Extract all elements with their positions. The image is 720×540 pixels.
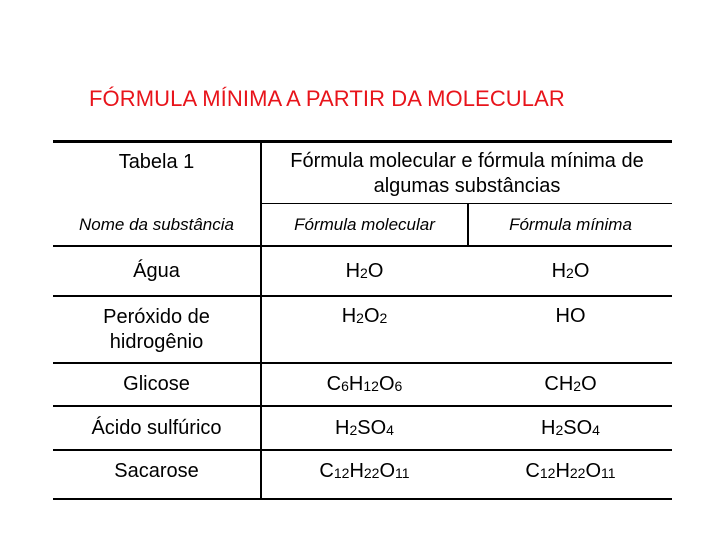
element-symbol: H bbox=[541, 416, 556, 439]
element-symbol: C bbox=[326, 373, 342, 395]
element-symbol: H bbox=[551, 259, 567, 282]
atom-count: 2 bbox=[566, 264, 574, 281]
formula-text bbox=[319, 459, 409, 484]
element-symbol: SO bbox=[357, 416, 387, 439]
formula-text bbox=[544, 372, 596, 397]
element-symbol: O bbox=[573, 259, 590, 282]
element-symbol: H bbox=[335, 416, 350, 439]
column-header-minimal-text: Fórmula mínima bbox=[509, 214, 632, 234]
element-symbol: SO bbox=[563, 416, 593, 439]
atom-count: 2 bbox=[573, 378, 582, 394]
atom-count: 2 bbox=[356, 309, 364, 326]
formula-text bbox=[335, 416, 394, 441]
molecular-formula bbox=[262, 300, 467, 332]
column-header-molecular bbox=[262, 204, 467, 245]
formula-text bbox=[525, 459, 615, 484]
minimal-formula bbox=[469, 247, 672, 295]
minimal-formula bbox=[469, 451, 672, 492]
formula-text bbox=[342, 304, 388, 329]
atom-count: 2 bbox=[555, 421, 564, 438]
table-row-name bbox=[53, 247, 260, 295]
column-header-minimal bbox=[469, 204, 672, 245]
element-symbol: H bbox=[348, 373, 364, 395]
atom-count: 11 bbox=[601, 465, 616, 481]
element-symbol: O bbox=[581, 373, 597, 395]
formula-text bbox=[556, 304, 586, 329]
substance-name: Água bbox=[133, 259, 180, 282]
formula-table bbox=[53, 140, 672, 500]
rule-bottom bbox=[53, 498, 672, 500]
element-symbol: O bbox=[367, 259, 384, 282]
substance-name: Ácido sulfúrico bbox=[91, 416, 222, 439]
substance-name: Glicose bbox=[123, 373, 190, 395]
column-header-name bbox=[53, 204, 260, 245]
element-symbol: CH bbox=[544, 373, 574, 395]
atom-count: 2 bbox=[360, 264, 368, 281]
column-header-name-text: Nome da substância bbox=[79, 214, 234, 234]
molecular-formula bbox=[262, 364, 467, 405]
minimal-formula bbox=[469, 300, 672, 332]
element-symbol: C bbox=[319, 460, 334, 482]
molecular-formula bbox=[262, 451, 467, 492]
atom-count: 4 bbox=[592, 421, 600, 438]
minimal-formula bbox=[469, 364, 672, 405]
page-title: FÓRMULA MÍNIMA A PARTIR DA MOLECULAR bbox=[89, 86, 565, 111]
table-caption-text: Tabela 1 bbox=[118, 150, 195, 173]
molecular-formula bbox=[262, 407, 467, 449]
table-caption bbox=[53, 146, 260, 178]
atom-count: 2 bbox=[349, 421, 358, 438]
formula-text bbox=[346, 259, 384, 284]
table-row-name bbox=[53, 364, 260, 405]
element-symbol: H bbox=[341, 304, 357, 327]
element-symbol: H bbox=[349, 460, 364, 482]
formula-text bbox=[552, 259, 590, 284]
formula-text bbox=[541, 416, 600, 441]
atom-count: 22 bbox=[569, 465, 586, 481]
table-row-name bbox=[53, 451, 260, 492]
table-row-name bbox=[53, 297, 260, 362]
element-symbol: O bbox=[378, 373, 395, 395]
minimal-formula bbox=[469, 407, 672, 449]
element-symbol: C bbox=[525, 460, 540, 482]
atom-count: 4 bbox=[386, 421, 394, 438]
group-header-text: Fórmula molecular e fórmula mínima de algumas substâncias bbox=[290, 150, 644, 197]
atom-count: 6 bbox=[341, 378, 349, 394]
group-header bbox=[262, 146, 672, 202]
table-row-name bbox=[53, 407, 260, 449]
atom-count: 12 bbox=[363, 378, 379, 394]
element-symbol: H bbox=[345, 259, 361, 282]
element-symbol: H bbox=[555, 460, 570, 482]
column-header-molecular-text: Fórmula molecular bbox=[294, 214, 435, 234]
atom-count: 22 bbox=[363, 465, 380, 481]
element-symbol: O bbox=[363, 304, 380, 327]
formula-text bbox=[327, 372, 403, 397]
atom-count: 6 bbox=[394, 378, 403, 394]
atom-count: 12 bbox=[539, 465, 556, 481]
atom-count: 11 bbox=[395, 465, 410, 481]
molecular-formula bbox=[262, 247, 467, 295]
rule-top bbox=[53, 140, 672, 143]
element-symbol: HO bbox=[555, 304, 586, 327]
substance-name: Peróxido de hidrogênio bbox=[103, 305, 210, 353]
element-symbol: O bbox=[585, 460, 602, 482]
element-symbol: O bbox=[379, 460, 396, 482]
substance-name: Sacarose bbox=[114, 460, 199, 482]
atom-count: 12 bbox=[333, 465, 350, 481]
atom-count: 2 bbox=[379, 309, 388, 326]
